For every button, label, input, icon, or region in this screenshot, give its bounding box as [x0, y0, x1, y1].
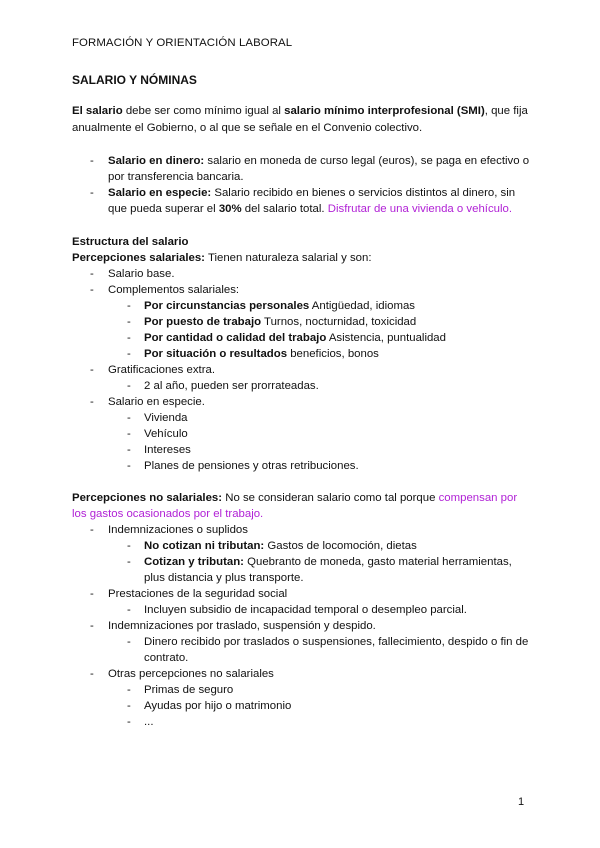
- otras-item-1: Primas de seguro: [144, 684, 234, 696]
- salario-especie: Salario en especie.: [108, 396, 205, 408]
- page-number: 1: [518, 796, 525, 808]
- complemento-3: [144, 330, 446, 346]
- bullet-dash: -: [127, 700, 131, 712]
- indemnizacion-1-text: Gastos de locomoción, dietas: [264, 540, 417, 552]
- indemnizacion-2-text: Quebranto de moneda, gasto material herramientas,: [243, 556, 512, 568]
- no-salariales-label: Percepciones no salariales:: [72, 492, 223, 504]
- percepciones-salariales-text: Tienen naturaleza salarial y son:: [204, 252, 372, 264]
- page-header: FORMACIÓN Y ORIENTACIÓN LABORAL: [72, 37, 293, 49]
- percepciones-salariales-label: Percepciones salariales:: [72, 252, 205, 264]
- especie-item-3: Intereses: [144, 444, 191, 456]
- intro-text-1: debe ser como mínimo igual al: [122, 105, 285, 117]
- bullet-dash: -: [127, 332, 131, 344]
- especie-text: Salario recibido en bienes o servicios distintos al dinero, sin: [211, 187, 516, 199]
- indemnizacion-2-label: Cotizan y tributan:: [144, 556, 244, 568]
- especie-item-2: Vehículo: [144, 428, 188, 440]
- indemnizaciones: Indemnizaciones o suplidos: [108, 524, 248, 536]
- intro-line-2: anualmente el Gobierno, o al que se señale en el Convenio colectivo.: [72, 122, 423, 134]
- complemento-3-label: Por cantidad o calidad del trabajo: [144, 332, 327, 344]
- traslado-detail-2: contrato.: [144, 652, 189, 664]
- bullet-dash: -: [90, 187, 94, 199]
- complementos: Complementos salariales:: [108, 284, 240, 296]
- complemento-2-label: Por puesto de trabajo: [144, 316, 262, 328]
- bullet-dash: -: [90, 588, 94, 600]
- bullet-dash: -: [90, 155, 94, 167]
- bullet-dash: -: [127, 444, 131, 456]
- otras-percepciones: Otras percepciones no salariales: [108, 668, 274, 680]
- especie-line-2: [108, 201, 512, 217]
- especie-percent: 30%: [218, 203, 242, 215]
- especie-text-2a: que pueda superar el: [108, 203, 219, 215]
- complemento-4: [144, 346, 379, 362]
- gratificaciones-detail: 2 al año, pueden ser prorrateadas.: [144, 380, 319, 392]
- prestaciones: Prestaciones de la seguridad social: [108, 588, 288, 600]
- bullet-dash: -: [90, 524, 94, 536]
- especie-example: Disfrutar de una vivienda o vehículo.: [327, 203, 513, 215]
- estructura-title: Estructura del salario: [72, 236, 189, 248]
- bullet-dash: -: [127, 604, 131, 616]
- complemento-1-label: Por circunstancias personales: [144, 300, 310, 312]
- intro-line-1: [72, 103, 528, 119]
- dinero-label: Salario en dinero:: [108, 155, 205, 167]
- bullet-dash: -: [127, 684, 131, 696]
- indemnizacion-1: [144, 538, 417, 554]
- especie-line-1: [108, 185, 515, 201]
- complemento-4-text: beneficios, bonos: [287, 348, 379, 360]
- complemento-1-text: Antigüedad, idiomas: [309, 300, 416, 312]
- salario-base: Salario base.: [108, 268, 175, 280]
- traslado: Indemnizaciones por traslado, suspensión y despido.: [108, 620, 376, 632]
- especie-label: Salario en especie:: [108, 187, 212, 199]
- no-salariales-highlight-1: compensan por: [438, 492, 518, 504]
- bullet-dash: -: [90, 268, 94, 280]
- bullet-dash: -: [90, 284, 94, 296]
- gratificaciones: Gratificaciones extra.: [108, 364, 215, 376]
- bullet-dash: -: [127, 300, 131, 312]
- prestaciones-detail: Incluyen subsidio de incapacidad temporal o desempleo parcial.: [144, 604, 467, 616]
- no-salariales-line-1: [72, 490, 517, 506]
- intro-bold-1: El salario: [72, 105, 123, 117]
- complemento-2-text: Turnos, nocturnidad, toxicidad: [261, 316, 417, 328]
- complemento-3-text: Asistencia, puntualidad: [326, 332, 446, 344]
- dinero-text: salario en moneda de curso legal (euros), se paga en efectivo o: [204, 155, 530, 167]
- bullet-dash: -: [127, 316, 131, 328]
- bullet-dash: -: [127, 348, 131, 360]
- otras-item-3: ...: [144, 716, 154, 728]
- intro-text-2: , que fija: [484, 105, 528, 117]
- document-title: SALARIO Y NÓMINAS: [72, 73, 197, 87]
- otras-item-2: Ayudas por hijo o matrimonio: [144, 700, 292, 712]
- complemento-1: [144, 298, 415, 314]
- intro-bold-2: salario mínimo interprofesional (SMI): [284, 105, 485, 117]
- bullet-dash: -: [127, 636, 131, 648]
- no-salariales-text: No se consideran salario como tal porque: [222, 492, 439, 504]
- bullet-dash: -: [127, 460, 131, 472]
- indemnizacion-1-label: No cotizan ni tributan:: [144, 540, 265, 552]
- indemnizacion-2-line-2: plus distancia y plus transporte.: [144, 572, 304, 584]
- percepciones-salariales-line: [72, 250, 372, 266]
- bullet-dash: -: [90, 620, 94, 632]
- bullet-dash: -: [127, 556, 131, 568]
- complemento-4-label: Por situación o resultados: [144, 348, 288, 360]
- no-salariales-highlight-2: los gastos ocasionados por el trabajo.: [72, 508, 264, 520]
- bullet-dash: -: [127, 540, 131, 552]
- traslado-detail-1: Dinero recibido por traslados o suspensiones, fallecimiento, despido o fin de: [144, 636, 529, 648]
- bullet-dash: -: [127, 716, 131, 728]
- dinero-line-1: [108, 153, 529, 169]
- especie-item-4: Planes de pensiones y otras retribuciones.: [144, 460, 359, 472]
- bullet-dash: -: [127, 428, 131, 440]
- bullet-dash: -: [90, 364, 94, 376]
- complemento-2: [144, 314, 416, 330]
- dinero-line-2: por transferencia bancaria.: [108, 171, 244, 183]
- bullet-dash: -: [127, 380, 131, 392]
- indemnizacion-2: [144, 554, 512, 570]
- bullet-dash: -: [90, 396, 94, 408]
- bullet-dash: -: [127, 412, 131, 424]
- especie-text-2c: del salario total.: [241, 203, 328, 215]
- bullet-dash: -: [90, 668, 94, 680]
- especie-item-1: Vivienda: [144, 412, 188, 424]
